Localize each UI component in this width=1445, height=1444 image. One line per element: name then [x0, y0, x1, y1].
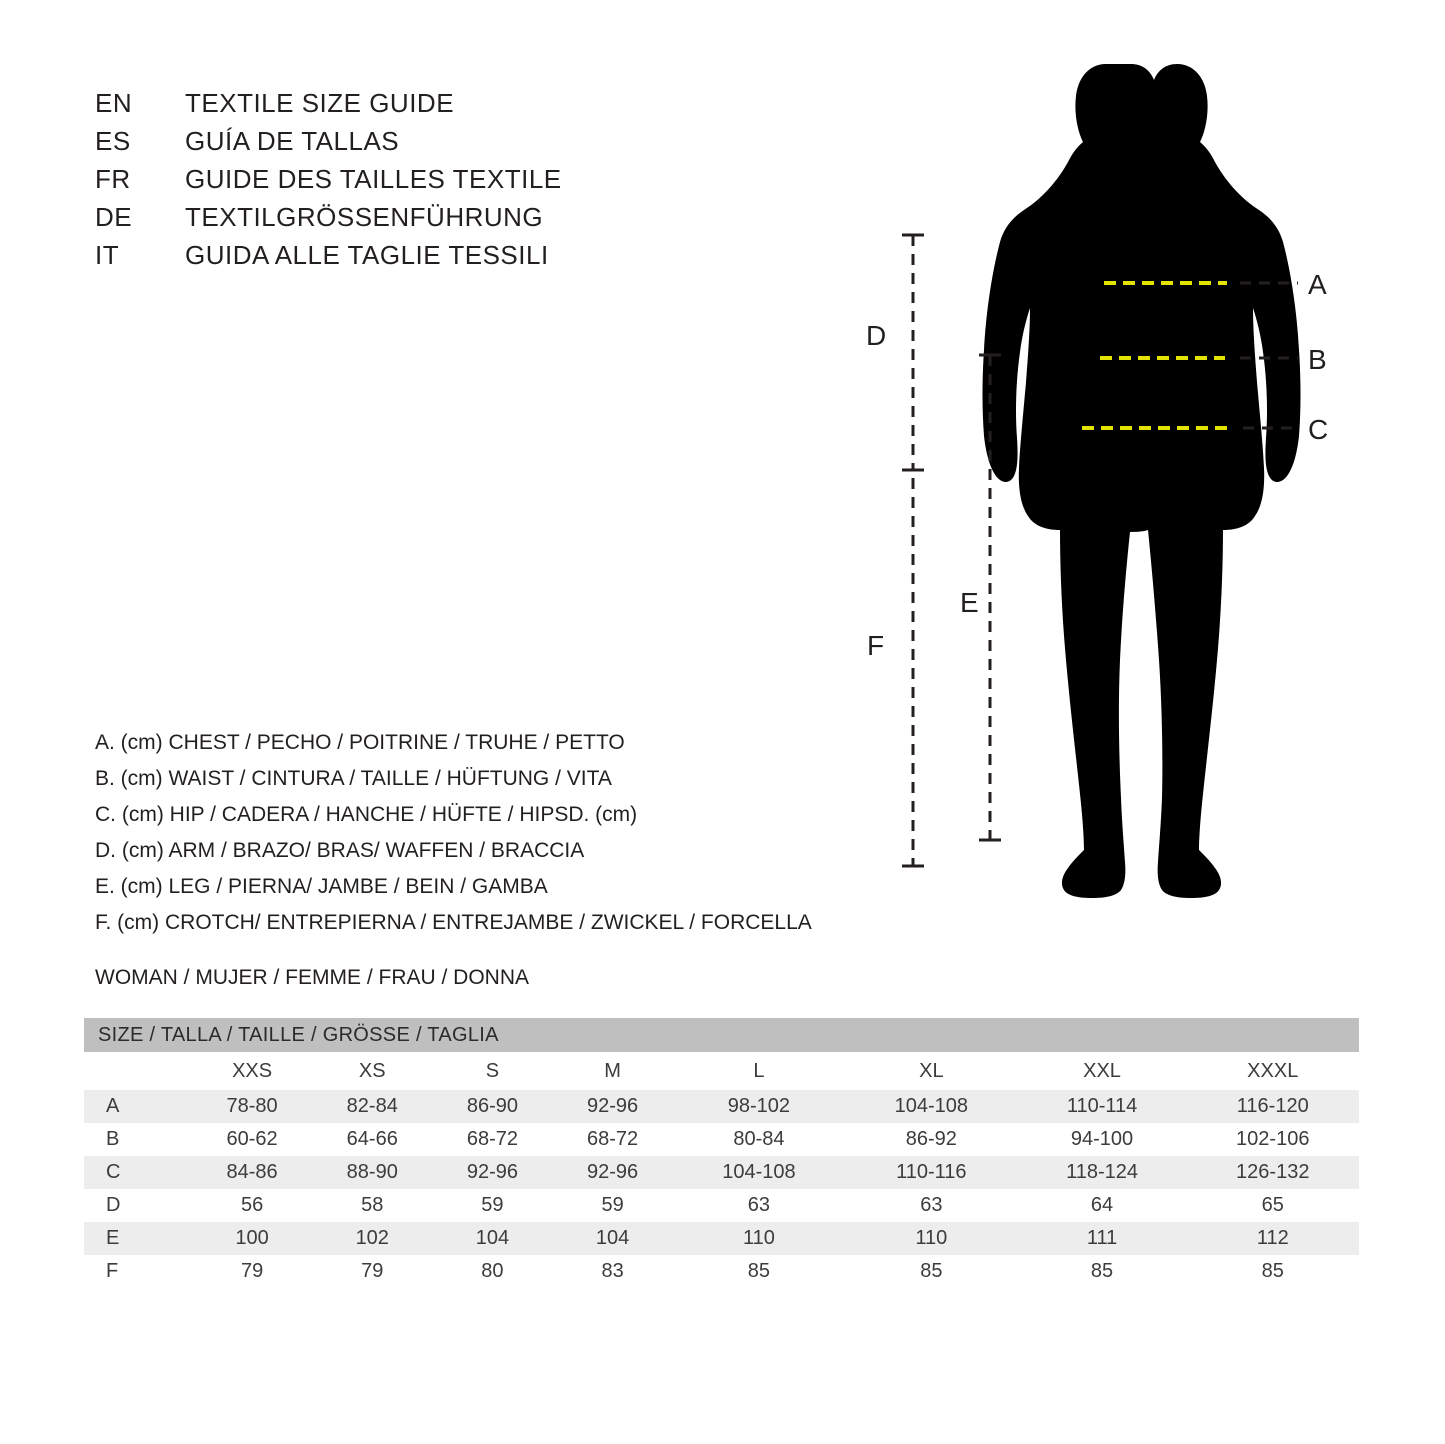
cell-c-xs: 88-90	[312, 1156, 432, 1189]
row-label-c: C	[84, 1156, 192, 1189]
cell-f-xxs: 79	[192, 1255, 312, 1288]
column-header-xl: XL	[845, 1052, 1017, 1090]
marker-label-b: B	[1308, 344, 1327, 375]
cell-e-xxxl: 112	[1187, 1222, 1359, 1255]
cell-b-l: 80-84	[673, 1123, 845, 1156]
cell-d-xxxl: 65	[1187, 1189, 1359, 1222]
cell-e-m: 104	[553, 1222, 673, 1255]
cell-b-xxl: 94-100	[1018, 1123, 1187, 1156]
bracket-label-d: D	[866, 320, 887, 351]
title-lang-de: DE	[95, 202, 133, 232]
column-header-xxxl: XXXL	[1187, 1052, 1359, 1090]
title-row	[95, 164, 562, 202]
cell-e-l: 110	[673, 1222, 845, 1255]
cell-b-m: 68-72	[553, 1123, 673, 1156]
cell-a-xxl: 110-114	[1018, 1090, 1187, 1123]
title-row	[95, 202, 562, 240]
cell-e-xxs: 100	[192, 1222, 312, 1255]
bracket-label-f: F	[867, 630, 885, 661]
cell-c-xl: 110-116	[845, 1156, 1017, 1189]
cell-f-s: 80	[432, 1255, 552, 1288]
table-row	[84, 1222, 1359, 1255]
title-text-de: TEXTILGRÖSSENFÜHRUNG	[185, 202, 544, 232]
column-header-xxs: XXS	[192, 1052, 312, 1090]
title-block	[95, 88, 562, 278]
title-lang-it: IT	[95, 240, 120, 270]
column-header-xxl: XXL	[1018, 1052, 1187, 1090]
cell-e-xxl: 111	[1018, 1222, 1187, 1255]
size-table	[84, 1018, 1359, 1288]
cell-d-xl: 63	[845, 1189, 1017, 1222]
body-measurement-diagram	[820, 50, 1380, 930]
column-header-l: L	[673, 1052, 845, 1090]
table-row	[84, 1255, 1359, 1288]
table-row	[84, 1123, 1359, 1156]
title-row	[95, 126, 562, 164]
cell-d-l: 63	[673, 1189, 845, 1222]
table-title: SIZE / TALLA / TAILLE / GRÖSSE / TAGLIA	[84, 1018, 1359, 1052]
cell-a-l: 98-102	[673, 1090, 845, 1123]
cell-e-s: 104	[432, 1222, 552, 1255]
cell-d-xs: 58	[312, 1189, 432, 1222]
cell-f-xs: 79	[312, 1255, 432, 1288]
row-label-a: A	[84, 1090, 192, 1123]
row-label-d: D	[84, 1189, 192, 1222]
bracket-d	[866, 235, 924, 470]
table-row	[84, 1090, 1359, 1123]
cell-c-xxs: 84-86	[192, 1156, 312, 1189]
cell-d-s: 59	[432, 1189, 552, 1222]
cell-d-xxs: 56	[192, 1189, 312, 1222]
title-text-fr: GUIDE DES TAILLES TEXTILE	[185, 164, 562, 194]
cell-b-xxs: 60-62	[192, 1123, 312, 1156]
table-row	[84, 1156, 1359, 1189]
title-row	[95, 88, 562, 126]
legend-item-e: E. (cm) LEG / PIERNA/ JAMBE / BEIN / GAMBA	[95, 875, 548, 898]
column-header-m: M	[553, 1052, 673, 1090]
cell-e-xl: 110	[845, 1222, 1017, 1255]
woman-silhouette-icon	[983, 64, 1301, 898]
legend-item-f: F. (cm) CROTCH/ ENTREPIERNA / ENTREJAMBE / ZWICKEL / FORCELLA	[95, 911, 812, 934]
marker-label-a: A	[1308, 269, 1327, 300]
title-text-it: GUIDA ALLE TAGLIE TESSILI	[185, 240, 549, 270]
cell-c-l: 104-108	[673, 1156, 845, 1189]
title-lang-fr: FR	[95, 164, 131, 194]
row-label-f: F	[84, 1255, 192, 1288]
marker-label-c: C	[1308, 414, 1329, 445]
cell-a-xl: 104-108	[845, 1090, 1017, 1123]
cell-a-m: 92-96	[553, 1090, 673, 1123]
legend-block	[95, 725, 812, 941]
cell-f-m: 83	[553, 1255, 673, 1288]
cell-e-xs: 102	[312, 1222, 432, 1255]
column-header-s: S	[432, 1052, 552, 1090]
gender-caption: WOMAN / MUJER / FEMME / FRAU / DONNA	[95, 966, 529, 989]
title-lang-en: EN	[95, 88, 133, 118]
cell-b-xl: 86-92	[845, 1123, 1017, 1156]
cell-f-l: 85	[673, 1255, 845, 1288]
cell-c-m: 92-96	[553, 1156, 673, 1189]
row-label-e: E	[84, 1222, 192, 1255]
legend-item-d: D. (cm) ARM / BRAZO/ BRAS/ WAFFEN / BRACCIA	[95, 839, 585, 862]
legend-item-a: A. (cm) CHEST / PECHO / POITRINE / TRUHE / PETTO	[95, 731, 625, 754]
cell-c-s: 92-96	[432, 1156, 552, 1189]
cell-d-xxl: 64	[1018, 1189, 1187, 1222]
legend-item-c: C. (cm) HIP / CADERA / HANCHE / HÜFTE / HIPSD. (cm)	[95, 803, 638, 826]
bracket-label-e: E	[960, 587, 979, 618]
table-header-row	[84, 1018, 1359, 1052]
cell-b-xxxl: 102-106	[1187, 1123, 1359, 1156]
title-text-es: GUÍA DE TALLAS	[185, 126, 400, 156]
table-row	[84, 1189, 1359, 1222]
row-label-b: B	[84, 1123, 192, 1156]
column-header-blank	[84, 1052, 192, 1090]
cell-d-m: 59	[553, 1189, 673, 1222]
title-row	[95, 240, 562, 278]
cell-a-xxxl: 116-120	[1187, 1090, 1359, 1123]
cell-f-xxl: 85	[1018, 1255, 1187, 1288]
cell-f-xl: 85	[845, 1255, 1017, 1288]
column-header-xs: XS	[312, 1052, 432, 1090]
cell-f-xxxl: 85	[1187, 1255, 1359, 1288]
table-column-row	[84, 1052, 1359, 1090]
legend-item-b: B. (cm) WAIST / CINTURA / TAILLE / HÜFTUNG / VITA	[95, 767, 612, 790]
cell-a-s: 86-90	[432, 1090, 552, 1123]
cell-a-xs: 82-84	[312, 1090, 432, 1123]
bracket-f	[867, 478, 924, 866]
cell-b-s: 68-72	[432, 1123, 552, 1156]
cell-c-xxl: 118-124	[1018, 1156, 1187, 1189]
cell-a-xxs: 78-80	[192, 1090, 312, 1123]
title-text-en: TEXTILE SIZE GUIDE	[185, 88, 455, 118]
cell-b-xs: 64-66	[312, 1123, 432, 1156]
title-lang-es: ES	[95, 126, 131, 156]
cell-c-xxxl: 126-132	[1187, 1156, 1359, 1189]
